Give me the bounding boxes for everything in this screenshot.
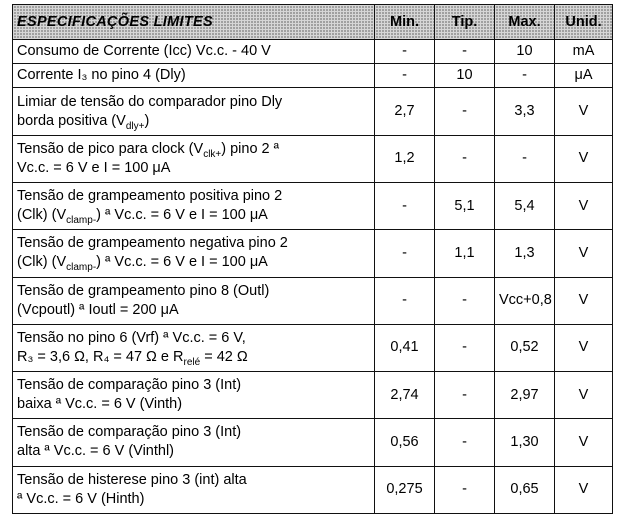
tip-cell: - bbox=[435, 135, 495, 182]
header-unit: Unid. bbox=[555, 5, 613, 40]
max-cell: 0,52 bbox=[495, 324, 555, 371]
unit-cell: V bbox=[555, 135, 613, 182]
header-max: Max. bbox=[495, 5, 555, 40]
param-line: Tensão de comparação pino 3 (Int) bbox=[17, 377, 242, 394]
table-row bbox=[13, 135, 613, 182]
tip-cell: 10 bbox=[435, 64, 495, 88]
param-cell bbox=[13, 40, 375, 64]
param-cell bbox=[13, 466, 375, 513]
table-row bbox=[13, 324, 613, 371]
param-cell bbox=[13, 88, 375, 135]
unit-cell: V bbox=[555, 183, 613, 230]
table-row bbox=[13, 419, 613, 466]
tip-cell: - bbox=[435, 277, 495, 324]
table-row bbox=[13, 88, 613, 135]
tip-cell: - bbox=[435, 466, 495, 513]
min-cell: - bbox=[375, 277, 435, 324]
table-row bbox=[13, 64, 613, 88]
table-row bbox=[13, 372, 613, 419]
min-cell: - bbox=[375, 230, 435, 277]
tip-cell: 5,1 bbox=[435, 183, 495, 230]
min-cell: 0,56 bbox=[375, 419, 435, 466]
unit-cell: V bbox=[555, 88, 613, 135]
table-row bbox=[13, 230, 613, 277]
param-cell bbox=[13, 419, 375, 466]
subscript-text: relé bbox=[183, 356, 201, 368]
header-tip: Tip. bbox=[435, 5, 495, 40]
tip-cell: - bbox=[435, 324, 495, 371]
param-line: Tensão no pino 6 (Vrf) ª Vc.c. = 6 V, bbox=[17, 329, 246, 346]
unit-cell: μA bbox=[555, 64, 613, 88]
unit-cell: V bbox=[555, 230, 613, 277]
param-line: borda positiva $(V_{dly+})$ bbox=[17, 112, 150, 132]
subscript-text: clk+ bbox=[203, 148, 222, 160]
tip-cell: - bbox=[435, 88, 495, 135]
unit-cell: V bbox=[555, 277, 613, 324]
subscript-text: clamp- bbox=[66, 262, 97, 274]
param-line: Tensão de grampeamento pino 8 (Outl) bbox=[17, 282, 270, 299]
max-cell: 3,3 bbox=[495, 88, 555, 135]
max-cell: 5,4 bbox=[495, 183, 555, 230]
table-title: ESPECIFICAÇÕES LIMITES bbox=[13, 5, 375, 40]
header-row bbox=[13, 5, 613, 40]
min-cell: 0,41 bbox=[375, 324, 435, 371]
tip-cell: - bbox=[435, 372, 495, 419]
param-line: (Clk) $(V_{clamp-})$ ª Vc.c. = 6 V e I = 100 μA bbox=[17, 207, 268, 227]
param-line: Vc.c. = 6 V e I = 100 μA bbox=[17, 159, 171, 176]
param-line: (Vcpoutl) ª Ioutl = 200 μA bbox=[17, 301, 179, 318]
param-line: R₃ = 3,6 Ω, R₄ = 47 Ω e $R_{relé} = 42$ Ω bbox=[17, 348, 248, 368]
table-row bbox=[13, 466, 613, 513]
unit-cell: V bbox=[555, 372, 613, 419]
tip-cell: - bbox=[435, 40, 495, 64]
min-cell: 0,275 bbox=[375, 466, 435, 513]
max-cell: 0,65 bbox=[495, 466, 555, 513]
max-cell: 1,30 bbox=[495, 419, 555, 466]
param-line: Tensão de pico para clock $(V_{clk+})$ pino 2 ª bbox=[17, 140, 280, 160]
table-row bbox=[13, 277, 613, 324]
max-cell: 1,3 bbox=[495, 230, 555, 277]
param-cell bbox=[13, 183, 375, 230]
tip-cell: - bbox=[435, 419, 495, 466]
subscript-text: clamp- bbox=[66, 215, 97, 227]
max-cell: 2,97 bbox=[495, 372, 555, 419]
table-row bbox=[13, 40, 613, 64]
param-cell bbox=[13, 135, 375, 182]
param-cell bbox=[13, 372, 375, 419]
param-line: alta ª Vc.c. = 6 V (Vinthl) bbox=[17, 443, 175, 460]
min-cell: 1,2 bbox=[375, 135, 435, 182]
unit-cell: mA bbox=[555, 40, 613, 64]
param-cell bbox=[13, 277, 375, 324]
min-cell: - bbox=[375, 40, 435, 64]
max-cell: 10 bbox=[495, 40, 555, 64]
param-line: baixa ª Vc.c. = 6 V (Vinth) bbox=[17, 396, 183, 413]
min-cell: 2,7 bbox=[375, 88, 435, 135]
param-line: Tensão de histerese pino 3 (int) alta bbox=[17, 471, 247, 488]
unit-cell: V bbox=[555, 466, 613, 513]
param-line: ª Vc.c. = 6 V (Hinth) bbox=[17, 490, 145, 507]
max-cell: - bbox=[495, 64, 555, 88]
param-line: Tensão de grampeamento positiva pino 2 bbox=[17, 188, 283, 205]
param-line: (Clk) $(V_{clamp-})$ ª Vc.c. = 6 V e I = 100 μA bbox=[17, 254, 268, 274]
unit-cell: V bbox=[555, 324, 613, 371]
table-body bbox=[13, 40, 613, 514]
min-cell: - bbox=[375, 64, 435, 88]
param-line: Corrente I₃ no pino 4 (Dly) bbox=[17, 67, 186, 84]
max-cell: - bbox=[495, 135, 555, 182]
header-min: Min. bbox=[375, 5, 435, 40]
max-cell: Vcc+0,8 bbox=[495, 277, 555, 324]
param-cell bbox=[13, 64, 375, 88]
min-cell: 2,74 bbox=[375, 372, 435, 419]
min-cell: - bbox=[375, 183, 435, 230]
param-line: Consumo de Corrente (Icc) Vc.c. - 40 V bbox=[17, 43, 271, 60]
param-line: Tensão de grampeamento negativa pino 2 bbox=[17, 235, 288, 252]
table-row bbox=[13, 183, 613, 230]
unit-cell: V bbox=[555, 419, 613, 466]
param-line: Tensão de comparação pino 3 (Int) bbox=[17, 424, 242, 441]
param-cell bbox=[13, 324, 375, 371]
tip-cell: 1,1 bbox=[435, 230, 495, 277]
param-cell bbox=[13, 230, 375, 277]
param-line: Limiar de tensão do comparador pino Dly bbox=[17, 93, 283, 110]
subscript-text: dly+ bbox=[125, 120, 145, 132]
specifications-table bbox=[12, 4, 613, 514]
